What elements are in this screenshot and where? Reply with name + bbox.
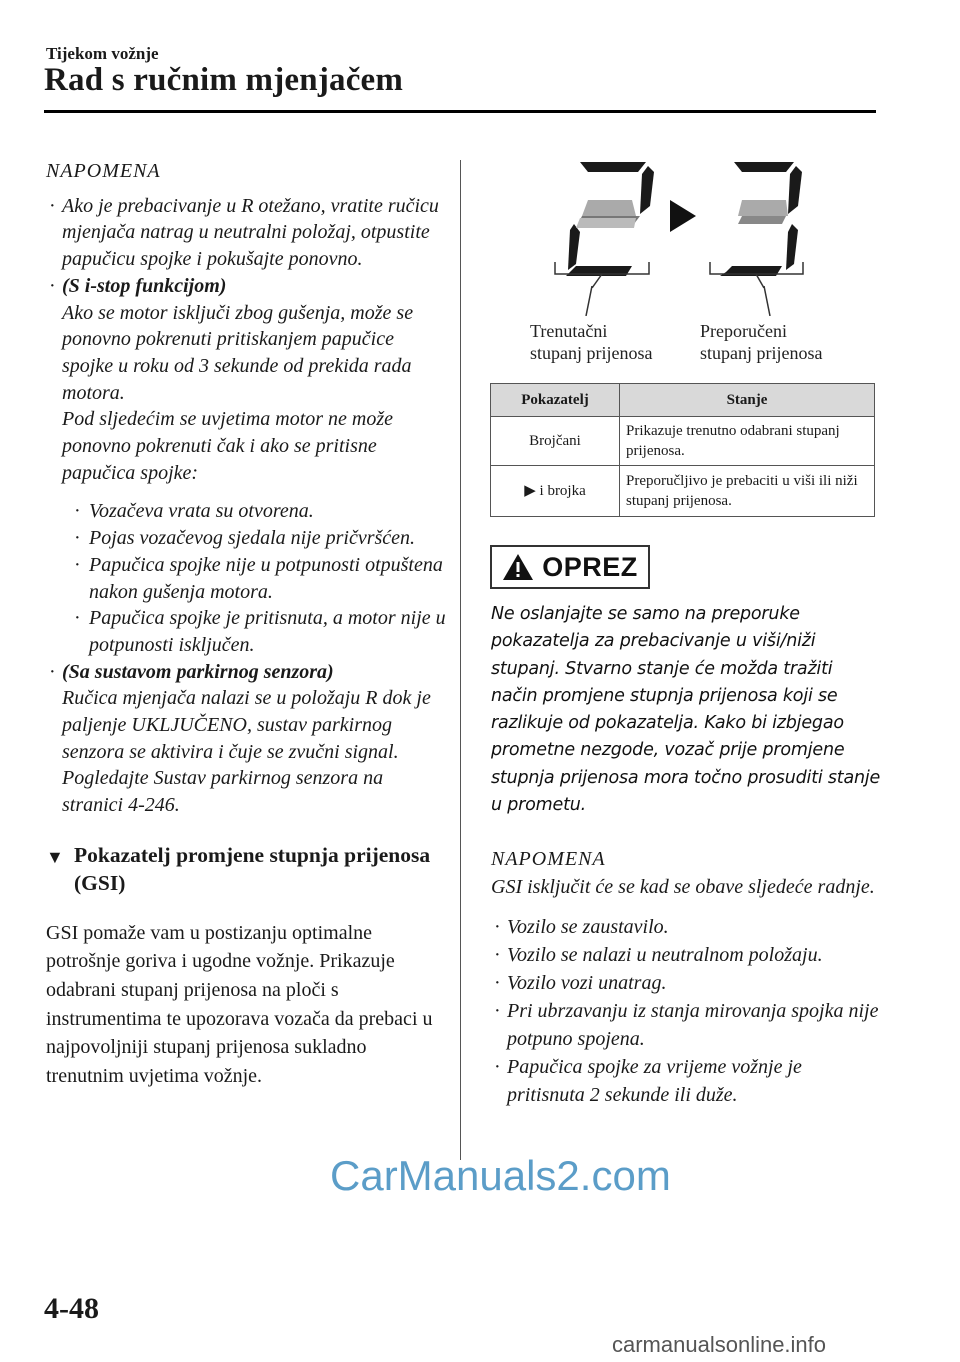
watermark-logo: CarManuals2.com bbox=[330, 1152, 671, 1199]
section-label: Tijekom vožnje bbox=[46, 44, 159, 63]
note-text: Ako je prebacivanje u R otežano, vratite ručicu mjenjača natrag u neutralni položaj, otpustite papučicu spojke i pokušajte ponovno. bbox=[62, 194, 439, 271]
sub-item-text: Vozačeva vrata su otvorena. bbox=[89, 500, 314, 523]
right-note bbox=[491, 845, 881, 1109]
recommended-gear-label: Preporučeni stupanj prijenosa bbox=[700, 321, 823, 363]
note-heading: NAPOMENA bbox=[46, 160, 161, 182]
caution-text: Ne oslanjajte se samo na preporuke pokazatelja za prebacivanje u viši/niži stupanj. Stvarno stanje će možda tražiti način promjene stupnja prijenosa koji se razlikuje od pokazatelja. Kako bi izbjegao prometne nezgode, vozač prije promjene stupnja prijenosa mora točno prosuditi stanje u prometu. bbox=[491, 604, 881, 816]
digit-3-icon bbox=[720, 162, 802, 276]
watermark-footer: carmanualsonline.info bbox=[612, 1332, 827, 1357]
note-subtitle: (Sa sustavom parkirnog senzora) bbox=[62, 660, 334, 683]
note-item: · (S i-stop funkcijom) Ako se motor isključi zbog gušenja, može se ponovno pokrenuti pritiskanjem papučice spojke u roku od 3 sekunde od prekida rada motora. Pod sljedećim se uvjetima motor ne može ponovno pokrenuti čak i ako se pritisne papučica spojke: bbox=[49, 274, 414, 484]
note-text: Ako se motor isključi zbog gušenja, može se ponovno pokrenuti pritiskanjem papučice spojke u roku od 3 sekunde od prekida rada motora. bbox=[62, 301, 414, 404]
note-list-item: · Vozilo se nalazi u neutralnom položaju. bbox=[494, 944, 823, 966]
gsi-body: GSI pomaže vam u postizanju optimalne potrošnje goriva i ugodne vožnje. Prikazuje odabrani stupanj prijenosa na ploči s instrumentima te upozorava vozača da prebaci u najpovoljniji stupanj prijenosa sukladno trenutnim uvjetima vožnje. bbox=[46, 921, 433, 1087]
warning-icon bbox=[502, 553, 534, 581]
note-text: Pogledajte Sustav parkirnog senzora na stranici 4-246. bbox=[62, 767, 384, 817]
current-gear-label: Trenutačni stupanj prijenosa bbox=[530, 321, 653, 363]
gsi-diagram bbox=[520, 158, 880, 368]
sub-item-text: Pojas vozačevog sjedala nije pričvršćen. bbox=[89, 527, 416, 550]
sub-item-text: Papučica spojke je pritisnuta, a motor nije u potpunosti isključen. bbox=[89, 607, 446, 656]
gsi-table bbox=[490, 383, 875, 517]
note-text: Ručica mjenjača nalazi se u položaju R dok je paljenje UKLJUČENO, sustav parkirnog senzora se aktivira i čuje se zvučni signal. bbox=[62, 687, 431, 763]
table-header: Stanje bbox=[620, 384, 875, 417]
arrow-right-icon bbox=[670, 200, 696, 232]
note-list-item: · Vozilo se zaustavilo. bbox=[494, 916, 669, 938]
note-item: · Ako je prebacivanje u R otežano, vratite ručicu mjenjača natrag u neutralni položaj, otpustite papučicu spojke i pokušajte ponovno. bbox=[49, 194, 439, 271]
caution-badge bbox=[490, 545, 650, 589]
note-item: · (Sa sustavom parkirnog senzora) Ručica mjenjača nalazi se u položaju R dok je paljenje UKLJUČENO, sustav parkirnog senzora se aktivira i čuje se zvučni signal. Pogledajte Sustav parkirnog senzora na stranici 4-246. bbox=[49, 660, 431, 817]
triangle-down-icon: ▼ bbox=[46, 846, 64, 867]
sub-item-text: Papučica spojke nije u potpunosti otpuštena nakon gušenja motora. bbox=[89, 553, 443, 603]
sub-list-item: · Pojas vozačevog sjedala nije pričvršćen. bbox=[74, 527, 416, 550]
table-cell: Brojčani bbox=[491, 417, 620, 466]
note-heading: NAPOMENA bbox=[491, 848, 606, 870]
note-list-item: · Papučica spojke za vrijeme vožnje je pritisnuta 2 sekunde ili duže. bbox=[494, 1056, 802, 1106]
table-cell: Prikazuje trenutno odabrani stupanj prijenosa. bbox=[620, 417, 875, 466]
table-row bbox=[491, 466, 875, 517]
sub-list-item: · Papučica spojke nije u potpunosti otpuštena nakon gušenja motora. bbox=[74, 553, 443, 603]
title-divider bbox=[44, 110, 876, 113]
note-text: Pod sljedećim se uvjetima motor ne može ponovno pokrenuti čak i ako se pritisne papučica spojke: bbox=[62, 408, 394, 484]
table-cell: ▶ i brojka bbox=[491, 466, 620, 517]
caution-label: OPREZ bbox=[542, 551, 638, 582]
sub-list-item: · Vozačeva vrata su otvorena. bbox=[74, 500, 314, 523]
gsi-heading bbox=[46, 841, 446, 897]
left-column bbox=[46, 158, 446, 1090]
table-row bbox=[491, 417, 875, 466]
page-title: Rad s ručnim mjenjačem bbox=[44, 62, 404, 98]
note-list-item: · Pri ubrzavanju iz stanja mirovanja spojka nije potpuno spojena. bbox=[494, 1000, 879, 1050]
note-list-item: · Vozilo vozi unatrag. bbox=[494, 972, 667, 994]
column-divider bbox=[460, 160, 461, 1160]
gsi-heading-text: Pokazatelj promjene stupnja prijenosa (GSI) bbox=[74, 842, 431, 895]
note-subtitle: (S i-stop funkcijom) bbox=[62, 274, 227, 297]
note-intro: GSI isključit će se kad se obave sljedeće radnje. bbox=[491, 876, 875, 898]
leader-lines bbox=[520, 286, 880, 316]
gear-display-svg bbox=[520, 158, 880, 288]
page-number: 4-48 bbox=[44, 1292, 99, 1325]
sub-list-item: · Papučica spojke je pritisnuta, a motor nije u potpunosti isključen. bbox=[74, 607, 446, 656]
table-cell: Preporučljivo je prebaciti u viši ili niži stupanj prijenosa. bbox=[620, 466, 875, 517]
table-header: Pokazatelj bbox=[491, 384, 620, 417]
